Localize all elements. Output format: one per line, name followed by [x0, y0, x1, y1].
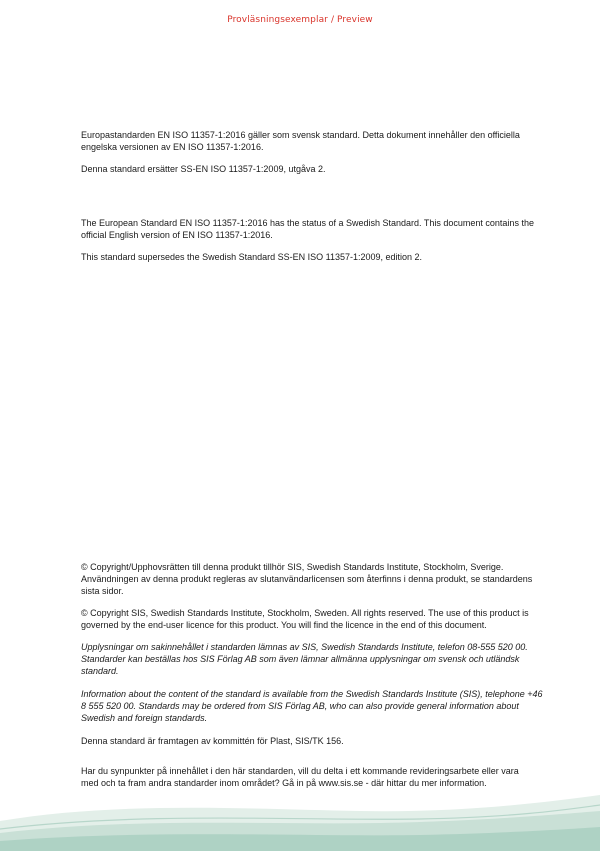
info-swedish: Upplysningar om sakinnehållet i standarden lämnas av SIS, Swedish Standards Institute, telefon 08-555 520 00. Standarder kan beställas hos SIS Förlag AB som även lämnar allmänna upplysningar om svensk och utländsk standard. — [81, 642, 528, 676]
preview-watermark: Provläsningsexemplar / Preview — [227, 15, 373, 25]
swedish-status-section — [81, 129, 541, 175]
info-english: Information about the content of the standard is available from the Swedish Standards Institute (SIS), telephone +46 8 555 520 00. Standards may be ordered from SIS Förlag AB, who can also provide general information about Swedish and foreign standards. — [81, 689, 543, 723]
committee-text: Denna standard är framtagen av kommittén för Plast, SIS/TK 156. — [81, 736, 344, 746]
swedish-supersedes-text: Denna standard ersätter SS-EN ISO 11357-1:2009, utgåva 2. — [81, 164, 326, 174]
feedback-text: Har du synpunkter på innehållet i den här standarden, vill du delta i ett kommande revideringsarbete eller vara med och ta fram andra standarder inom området? Gå in på www.sis.se - där hittar du mer information. — [81, 766, 519, 788]
legal-section — [81, 561, 543, 747]
copyright-swedish: © Copyright/Upphovsrätten till denna produkt tillhör SIS, Swedish Standards Institute, Stockholm, Sverige. Användningen av denna produkt regleras av slutanvändarlicensen som återfinns i denna produkt, se standardens sista sidor. — [81, 562, 533, 596]
footer-wave-decoration — [0, 781, 600, 851]
swedish-status-text: Europastandarden EN ISO 11357-1:2016 gäller som svensk standard. Detta dokument innehåller den officiella engelska versionen av EN ISO 11357-1:2016. — [81, 130, 520, 152]
english-status-text: The European Standard EN ISO 11357-1:2016 has the status of a Swedish Standard. This document contains the official English version of EN ISO 11357-1:2016. — [81, 218, 534, 240]
english-status-section — [81, 217, 541, 263]
copyright-english: © Copyright SIS, Swedish Standards Institute, Stockholm, Sweden. All rights reserved. The use of this product is governed by the end-user licence for this product. You will find the licence in the end of this document. — [81, 608, 529, 630]
english-supersedes-text: This standard supersedes the Swedish Standard SS-EN ISO 11357-1:2009, edition 2. — [81, 252, 423, 262]
